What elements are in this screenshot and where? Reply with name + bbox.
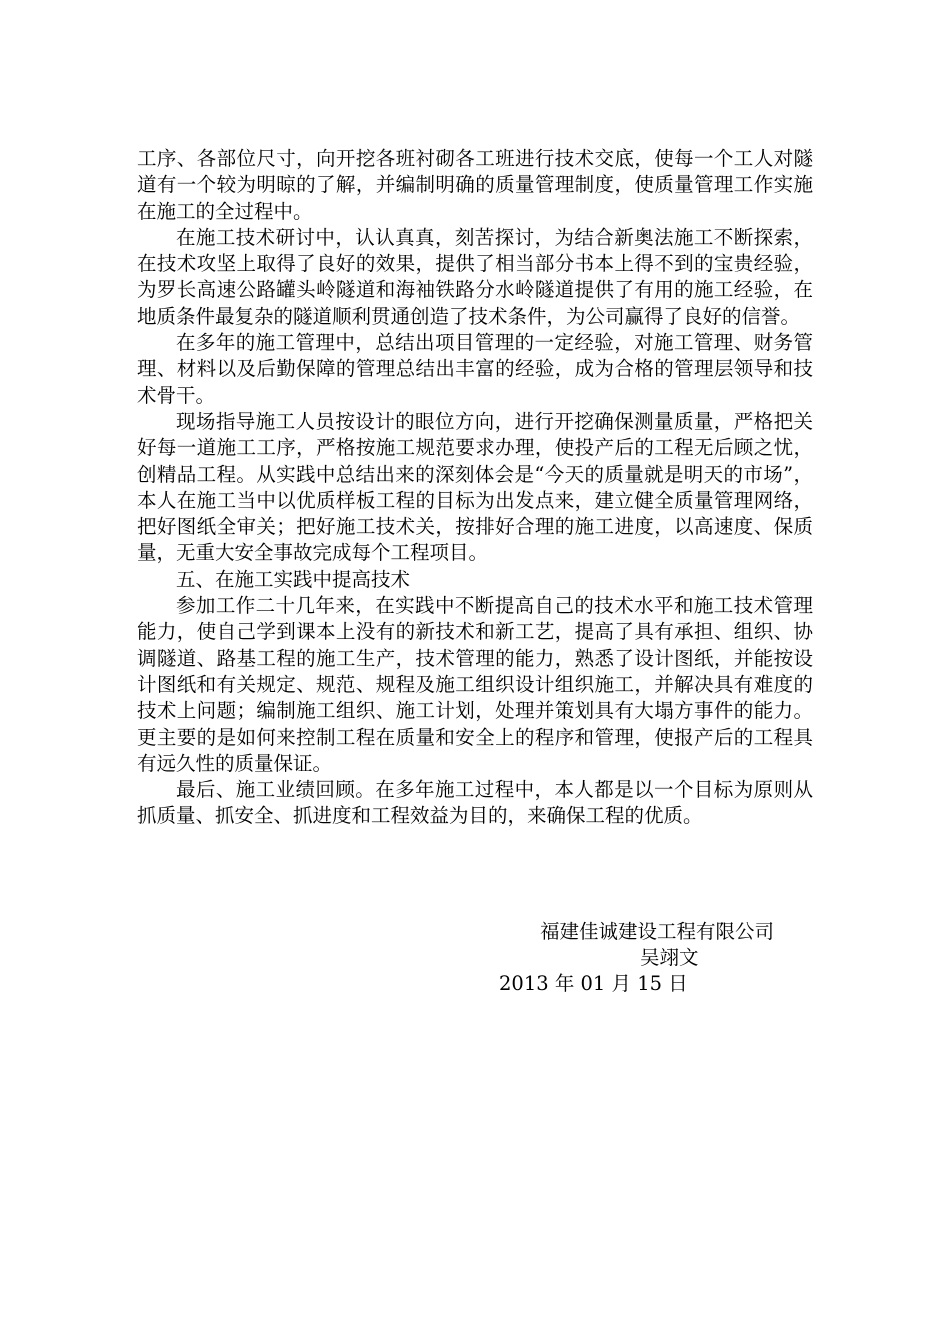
signature-name: 吴翊文 (640, 946, 699, 969)
paragraph-continued: 工序、各部位尺寸，向开挖各班衬砌各工班进行技术交底，使每一个工人对隧道有一个较为明晾的了解，并编制明确的质量管理制度，使质量管理工作实施在施工的全过程中。 (137, 147, 813, 223)
signature-company: 福建佳诚建设工程有限公司 (540, 920, 775, 943)
paragraph-technical-research: 在施工技术研讨中，认认真真，刻苦探讨，为结合新奥法施工不断探索，在技术攻坚上取得了良好的效果，提供了相当部分书本上得不到的宝贵经验，为罗长高速公路罐头岭隧道和海袖铁路分水岭隧道提供了有用的施工经验，在地质条件最复杂的隧道顺利贯通创造了技术条件，为公司赢得了良好的信誉。 (137, 225, 813, 328)
paragraph-management-experience: 在多年的施工管理中，总结出项目管理的一定经验，对施工管理、财务管理、材料以及后勤保障的管理总结出丰富的经验，成为合格的管理层领导和技术骨干。 (137, 331, 813, 407)
signature-date: 2013 年 01 月 15 日 (499, 972, 688, 995)
paragraph-technical-improvement: 参加工作二十几年来，在实践中不断提高自己的技术水平和施工技术管理能力，使自己学到课本上没有的新技术和新工艺，提高了具有承担、组织、协调隧道、路基工程的施工生产，技术管理的能力，熟悉了设计图纸，并能按设计图纸和有关规定、规范、规程及施工组织设计组织施工，并解决具有难度的技术上问题；编制施工组织、施工计划，处理并策划具有大塌方事件的能力。更主要的是如何来控制工程在质量和安全上的程序和管理，使报产后的工程具有远久性的质量保证。 (137, 594, 813, 775)
paragraph-site-guidance: 现场指导施工人员按设计的眼位方向，进行开挖确保测量质量，严格把关好每一道施工工序，严格按施工规范要求办理，使投产后的工程无后顾之忧，创精品工程。从实践中总结出来的深刻体会是“今天的质量就是明天的市场”，本人在施工当中以优质样板工程的目标为出发点来，建立健全质量管理网络，把好图纸全审关；把好施工技术关，按排好合理的施工进度，以高速度、保质量，无重大安全事故完成每个工程项目。 (137, 409, 813, 565)
paragraph-performance-review: 最后、施工业绩回顾。在多年施工过程中，本人都是以一个目标为原则从抓质量、抓安全、抓进度和工程效益为目的，来确保工程的优质。 (137, 778, 813, 828)
document-body (137, 146, 813, 830)
section-heading: 五、在施工实践中提高技术 (176, 567, 411, 591)
